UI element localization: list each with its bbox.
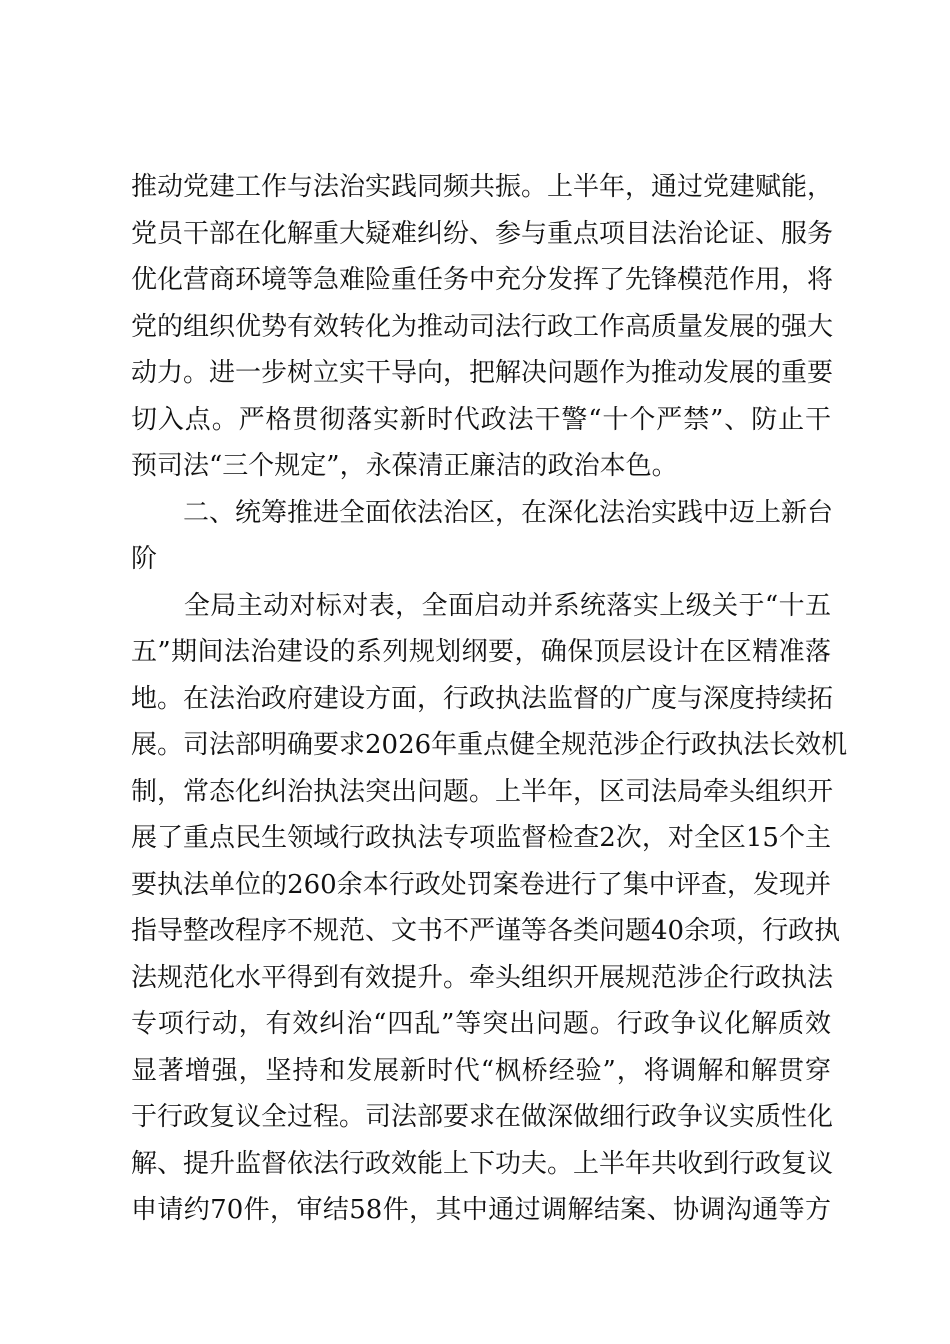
text-line: 制，常态化纠治执法突出问题。上半年，区司法局牵头组织开 (131, 776, 834, 807)
body-text (131, 164, 848, 1234)
text-line: 展。司法部明确要求2026年重点健全规范涉企行政执法长效机 (131, 730, 848, 760)
text-line: 要执法单位的260余本行政处罚案卷进行了集中评查，发现并 (131, 869, 831, 900)
text-line: 法规范化水平得到有效提升。牵头组织开展规范涉企行政执法 (131, 962, 834, 993)
section-heading-line: 二、统筹推进全面依法治区，在深化法治实践中迈上新台 (131, 497, 834, 528)
text-line: 预司法“三个规定”，永葆清正廉洁的政治本色。 (131, 451, 678, 481)
section-heading-line: 阶 (131, 544, 158, 574)
text-line: 优化营商环境等急难险重任务中充分发挥了先锋模范作用，将 (131, 265, 834, 295)
text-line: 切入点。严格贯彻落实新时代政法干警“十个严禁”、防止干 (131, 404, 831, 435)
text-line: 于行政复议全过程。司法部要求在做深做细行政争议实质性化 (131, 1102, 834, 1132)
text-line: 动力。进一步树立实干导向，把解决问题作为推动发展的重要 (131, 358, 834, 388)
text-line: 专项行动，有效纠治“四乱”等突出问题。行政争议化解质效 (131, 1009, 831, 1039)
text-line: 推动党建工作与法治实践同频共振。上半年，通过党建赋能， (131, 172, 834, 202)
text-line: 申请约70件，审结58件，其中通过调解结案、协调沟通等方 (131, 1195, 831, 1225)
text-line: 展了重点民生领域行政执法专项监督检查2次，对全区15个主 (131, 823, 831, 853)
text-line: 党员干部在化解重大疑难纠纷、参与重点项目法治论证、服务 (131, 218, 834, 249)
text-line: 全局主动对标对表，全面启动并系统落实上级关于“十五 (131, 590, 831, 621)
text-line: 地。在法治政府建设方面，行政执法监督的广度与深度持续拓 (131, 683, 834, 714)
text-line: 指导整改程序不规范、文书不严谨等各类问题40余项，行政执 (131, 916, 841, 946)
text-line: 显著增强，坚持和发展新时代“枫桥经验”，将调解和解贯穿 (131, 1055, 831, 1086)
text-line: 解、提升监督依法行政效能上下功夫。上半年共收到行政复议 (131, 1148, 834, 1179)
text-line: 五”期间法治建设的系列规划纲要，确保顶层设计在区精准落 (131, 637, 831, 667)
text-line: 党的组织优势有效转化为推动司法行政工作高质量发展的强大 (131, 311, 834, 342)
